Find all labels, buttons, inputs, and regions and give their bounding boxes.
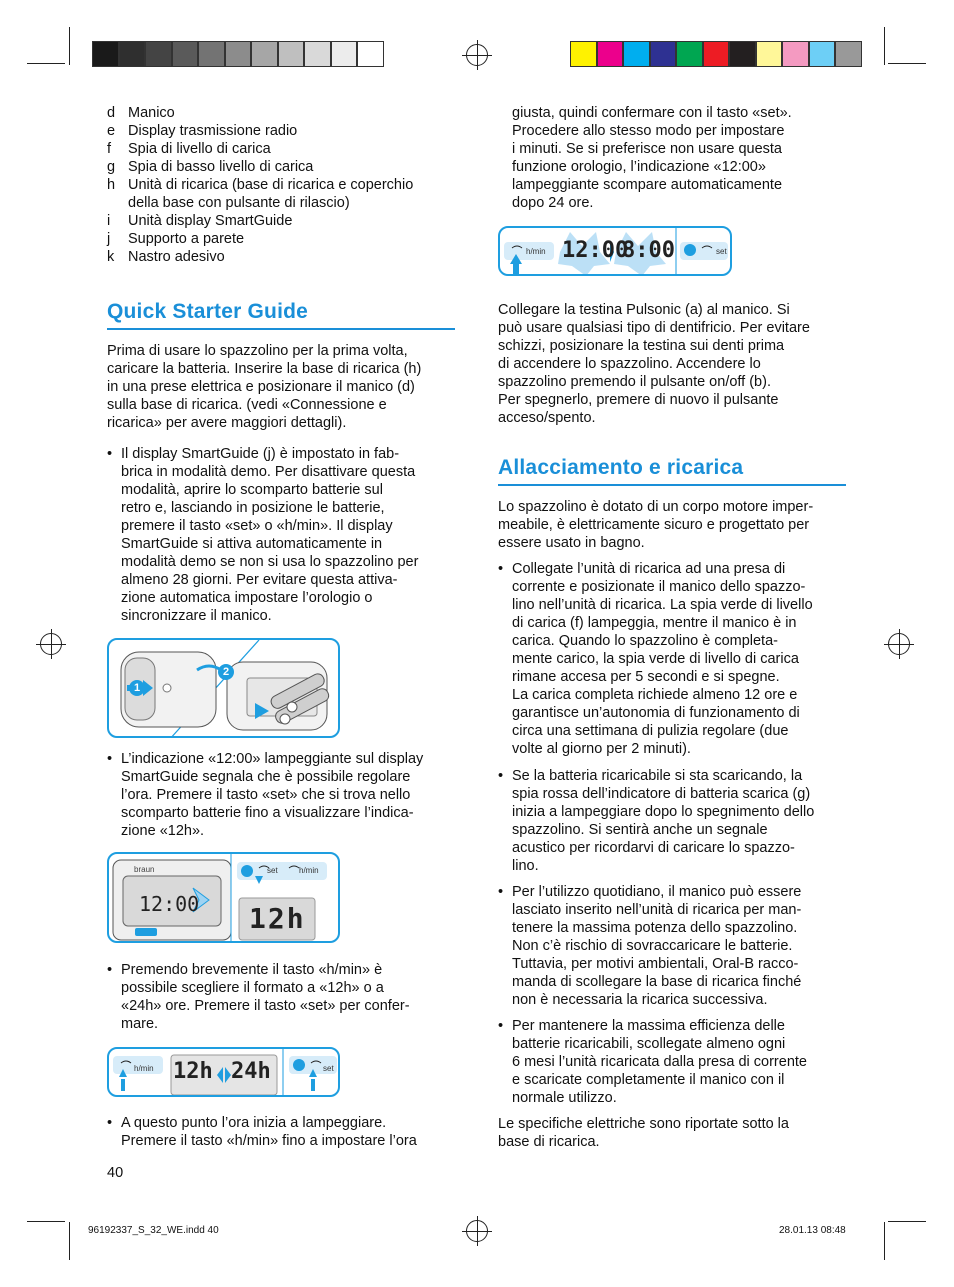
color-swatch xyxy=(172,41,199,67)
text-line: Per l’utilizzo quotidiano, il manico può essere xyxy=(512,884,802,900)
crop-mark xyxy=(27,63,65,64)
bullet-icon: • xyxy=(107,751,113,767)
text-line: Premere il tasto «h/min» fino a impostare l’ora xyxy=(121,1133,417,1149)
bullet-text xyxy=(512,560,848,758)
section-heading-quick-starter: Quick Starter Guide xyxy=(107,300,455,330)
color-swatch xyxy=(92,41,119,67)
text-line: l’ora. Premere il tasto «set» che si trova nello xyxy=(121,787,411,803)
bullet-clock-setting xyxy=(107,750,467,840)
text-line: lino nell’unità di ricarica. La spia verde di livello xyxy=(512,597,813,613)
text-line: Collegate l’unità di ricarica ad una presa di xyxy=(512,561,786,577)
parts-list-key: k xyxy=(107,249,115,265)
text-line: brica in modalità demo. Per disattivare questa xyxy=(121,464,416,480)
text-line: corrente e posizionate il manico dello spazzo- xyxy=(512,579,806,595)
figure-time-setting xyxy=(498,226,732,276)
bullet-hour-set xyxy=(107,1114,467,1150)
bullet-text xyxy=(121,1114,467,1150)
color-swatch xyxy=(145,41,172,67)
text-line: di accendere lo spazzolino. Accendere lo xyxy=(498,356,761,372)
crop-mark xyxy=(888,63,926,64)
text-line: Tuttavia, per motivi ambientali, Oral-B racco- xyxy=(512,956,799,972)
crop-mark xyxy=(888,1221,926,1222)
text-line: almeno 28 giorni. Per evitare questa attiva- xyxy=(121,572,398,588)
continued-text xyxy=(512,104,852,212)
hmin-button-label: h/min xyxy=(299,866,319,875)
parts-list-key: f xyxy=(107,141,112,157)
bullet-low-battery xyxy=(498,767,848,875)
color-swatch xyxy=(198,41,225,67)
bullet-icon: • xyxy=(107,1115,113,1131)
bullet-text xyxy=(512,883,848,1009)
bullet-text xyxy=(121,750,467,840)
crop-mark xyxy=(884,1222,885,1260)
lcd-12h: 12h xyxy=(173,1059,213,1084)
color-swatch xyxy=(357,41,384,67)
text-line: tenere la massima potenza dello spazzolino. xyxy=(512,920,798,936)
parts-list-text: Supporto a parete xyxy=(128,231,245,247)
bullet-text xyxy=(512,1017,848,1107)
text-line: schizzi, posizionare la testina sui denti prima xyxy=(498,338,785,354)
lcd-time-1: 12:00 xyxy=(562,238,629,263)
footer-date: 28.01.13 08:48 xyxy=(779,1225,846,1236)
text-line: circa una settimana di pulizia regolare (due xyxy=(512,723,789,739)
section-heading-charging: Allacciamento e ricarica xyxy=(498,456,846,486)
text-line: spia rossa dell’indicatore di batteria scarica (g) xyxy=(512,786,811,802)
color-swatch xyxy=(676,41,703,67)
figure-smartguide-display xyxy=(107,852,340,943)
format-illustration xyxy=(109,1049,340,1097)
electrical-specs-note xyxy=(498,1115,848,1151)
hmin-button-label: h/min xyxy=(526,247,546,256)
bullet-icon: • xyxy=(498,884,504,900)
text-line: Collegare la testina Pulsonic (a) al manico. Si xyxy=(498,302,790,318)
text-line: acceso/spento. xyxy=(498,410,596,426)
text-line: Per mantenere la massima efficienza delle xyxy=(512,1018,785,1034)
text-line: SmartGuide segnala che è possibile regolare xyxy=(121,769,411,785)
text-line: premere il tasto «set» o «h/min». Il display xyxy=(121,518,393,534)
page-number: 40 xyxy=(107,1165,124,1181)
text-line: batterie ricaricabili, scollegate almeno ogni xyxy=(512,1036,786,1052)
parts-list-key: j xyxy=(107,231,111,247)
text-line: scomparto batterie fino a visualizzare l’indica- xyxy=(121,805,414,821)
parts-list-text: Spia di basso livello di carica xyxy=(128,159,314,175)
text-line: può usare qualsiasi tipo di dentifricio. Per evitare xyxy=(498,320,810,336)
text-line: Lo spazzolino è dotato di un corpo motore imper- xyxy=(498,499,814,515)
lcd-24h: 24h xyxy=(231,1059,271,1084)
step-badge-2: 2 xyxy=(218,664,234,680)
registration-mark-icon xyxy=(40,633,62,655)
color-swatch xyxy=(304,41,331,67)
text-line: spazzolino premendo il pulsante on/off (b). xyxy=(498,374,771,390)
text-line: Premendo brevemente il tasto «h/min» è xyxy=(121,962,383,978)
text-line: Il display SmartGuide (j) è impostato in fab- xyxy=(121,446,400,462)
text-line: Per spegnerlo, premere di nuovo il pulsante xyxy=(498,392,779,408)
bullet-icon: • xyxy=(498,768,504,784)
color-swatch xyxy=(597,41,624,67)
color-swatch xyxy=(756,41,783,67)
brush-head-paragraph xyxy=(498,301,848,427)
figure-format-switch xyxy=(107,1047,340,1097)
text-line: possibile scegliere il formato a «12h» o a xyxy=(121,980,384,996)
text-line: essere usato in bagno. xyxy=(498,535,645,551)
text-line: carica. Quando lo spazzolino è completa- xyxy=(512,633,778,649)
parts-list-key: e xyxy=(107,123,116,139)
parts-list-text: Display trasmissione radio xyxy=(128,123,298,139)
text-line: lasciato inserito nell’unità di ricarica per man- xyxy=(512,902,802,918)
text-line: normale utilizzo. xyxy=(512,1090,617,1106)
crop-mark xyxy=(884,27,885,65)
text-line: non è necessaria la ricarica successiva. xyxy=(512,992,768,1008)
registration-mark-icon xyxy=(888,633,910,655)
parts-list-key: h xyxy=(107,177,116,193)
text-line: funzione orologio, l’indicazione «12:00» xyxy=(512,159,766,175)
color-swatch xyxy=(623,41,650,67)
bullet-icon: • xyxy=(107,446,113,462)
text-line: di carica (f) lampeggia, mentre il manico è in xyxy=(512,615,797,631)
text-line: SmartGuide si attiva automaticamente in xyxy=(121,536,383,552)
color-swatch xyxy=(835,41,862,67)
text-line: Le specifiche elettriche sono riportate sotto la xyxy=(498,1116,789,1132)
footer-filename: 96192337_S_32_WE.indd 40 xyxy=(88,1225,219,1236)
color-swatch xyxy=(650,41,677,67)
crop-mark xyxy=(27,1221,65,1222)
text-line: Prima di usare lo spazzolino per la prima volta, xyxy=(107,343,408,359)
text-line: La carica completa richiede almeno 12 ore e xyxy=(512,687,798,703)
text-line: lampeggiante scompare automaticamente xyxy=(512,177,783,193)
text-line: acustico per ricordarvi di caricare lo spazzo- xyxy=(512,840,795,856)
color-swatch xyxy=(703,41,730,67)
color-swatch xyxy=(782,41,809,67)
text-line: sincronizzare il manico. xyxy=(121,608,272,624)
bullet-connect-charger xyxy=(498,560,848,758)
text-line: sulla base di ricarica. (vedi «Connessione e xyxy=(107,397,387,413)
set-button-label: set xyxy=(716,247,727,256)
color-swatch xyxy=(251,41,278,67)
color-swatch xyxy=(729,41,756,67)
text-line: manda di scollegare la base di ricarica finché xyxy=(512,974,802,990)
color-swatch xyxy=(278,41,305,67)
text-line: L’indicazione «12:00» lampeggiante sul display xyxy=(121,751,424,767)
bullet-battery-care xyxy=(498,1017,848,1107)
parts-list-text: Manico xyxy=(128,105,175,121)
intro-paragraph xyxy=(107,342,467,432)
parts-list-text: Spia di livello di carica xyxy=(128,141,271,157)
bullet-text xyxy=(512,767,848,875)
set-button-label: set xyxy=(323,1064,334,1073)
bullet-daily-use xyxy=(498,883,848,1009)
bullet-icon: • xyxy=(498,561,504,577)
text-line: retro e, lasciando in posizione le batterie, xyxy=(121,500,385,516)
text-line: giusta, quindi confermare con il tasto «set». xyxy=(512,105,792,121)
parts-list-text: della base con pulsante di rilascio) xyxy=(128,195,350,211)
text-line: Procedere allo stesso modo per impostare xyxy=(512,123,785,139)
text-line: A questo punto l’ora inizia a lampeggiare. xyxy=(121,1115,387,1131)
color-swatch xyxy=(331,41,358,67)
lcd-12h: 12h xyxy=(249,902,306,935)
hmin-button-label: h/min xyxy=(134,1064,154,1073)
lcd-time: 12:00 xyxy=(139,892,200,916)
bullet-icon: • xyxy=(498,1018,504,1034)
text-line: volte al giorno per 2 minuti). xyxy=(512,741,691,757)
registration-mark-icon xyxy=(466,1220,488,1242)
parts-list-text: Unità display SmartGuide xyxy=(128,213,293,229)
color-swatch xyxy=(119,41,146,67)
bullet-text xyxy=(121,445,467,625)
text-line: spazzolino. Si sentirà anche un segnale xyxy=(512,822,768,838)
text-line: mare. xyxy=(121,1016,159,1032)
step-badge-1: 1 xyxy=(129,680,145,696)
set-button-label: set xyxy=(267,866,278,875)
color-swatch xyxy=(225,41,252,67)
color-swatch xyxy=(570,41,597,67)
text-line: base di ricarica. xyxy=(498,1134,600,1150)
text-line: modalità demo se non si usa lo spazzolino per xyxy=(121,554,419,570)
text-line: i minuti. Se si preferisce non usare questa xyxy=(512,141,782,157)
crop-mark xyxy=(69,1222,70,1260)
text-line: zione «12h». xyxy=(121,823,205,839)
text-line: Se la batteria ricaricabile si sta scaricando, la xyxy=(512,768,803,784)
bullet-text xyxy=(121,961,467,1033)
text-line: lino. xyxy=(512,858,539,874)
parts-list-key: i xyxy=(107,213,111,229)
text-line: e scaricate completamente il manico con il xyxy=(512,1072,785,1088)
text-line: mente carico, la spia verde di livello di carica xyxy=(512,651,799,667)
bullet-format xyxy=(107,961,467,1033)
lcd-time-2: 8:00 xyxy=(622,238,675,263)
registration-mark-icon xyxy=(466,44,488,66)
text-line: Non c’è rischio di sovraccaricare le batterie. xyxy=(512,938,793,954)
bullet-demo-mode xyxy=(107,445,467,625)
text-line: modalità, aprire lo scomparto batterie sul xyxy=(121,482,383,498)
brand-logo: braun xyxy=(134,865,155,874)
figure-battery-compartment xyxy=(107,638,340,738)
bullet-icon: • xyxy=(107,962,113,978)
text-line: «24h» ore. Premere il tasto «set» per confer- xyxy=(121,998,410,1014)
crop-mark xyxy=(69,27,70,65)
text-line: zione automatica impostare l’orologio o xyxy=(121,590,373,606)
text-line: rimane accesa per 5 secondi e si spegne. xyxy=(512,669,780,685)
text-line: meabile, è elettricamente sicuro e progettato per xyxy=(498,517,810,533)
text-line: ricarica» per avere maggiori dettagli). xyxy=(107,415,347,431)
text-line: inizia a lampeggiare dopo lo spegnimento dello xyxy=(512,804,815,820)
text-line: caricare la batteria. Inserire la base di ricarica (h) xyxy=(107,361,422,377)
parts-list-text: Nastro adesivo xyxy=(128,249,225,265)
parts-list-text: Unità di ricarica (base di ricarica e coperchio xyxy=(128,177,414,193)
parts-list-key: d xyxy=(107,105,116,121)
text-line: dopo 24 ore. xyxy=(512,195,594,211)
text-line: garantisce un’autonomia di funzionamento di xyxy=(512,705,800,721)
parts-list-key: g xyxy=(107,159,116,175)
color-swatch xyxy=(809,41,836,67)
charging-intro xyxy=(498,498,848,552)
text-line: 6 mesi l’unità ricaricata dalla presa di corrente xyxy=(512,1054,807,1070)
text-line: in una prese elettrica e posizionare il manico (d) xyxy=(107,379,415,395)
